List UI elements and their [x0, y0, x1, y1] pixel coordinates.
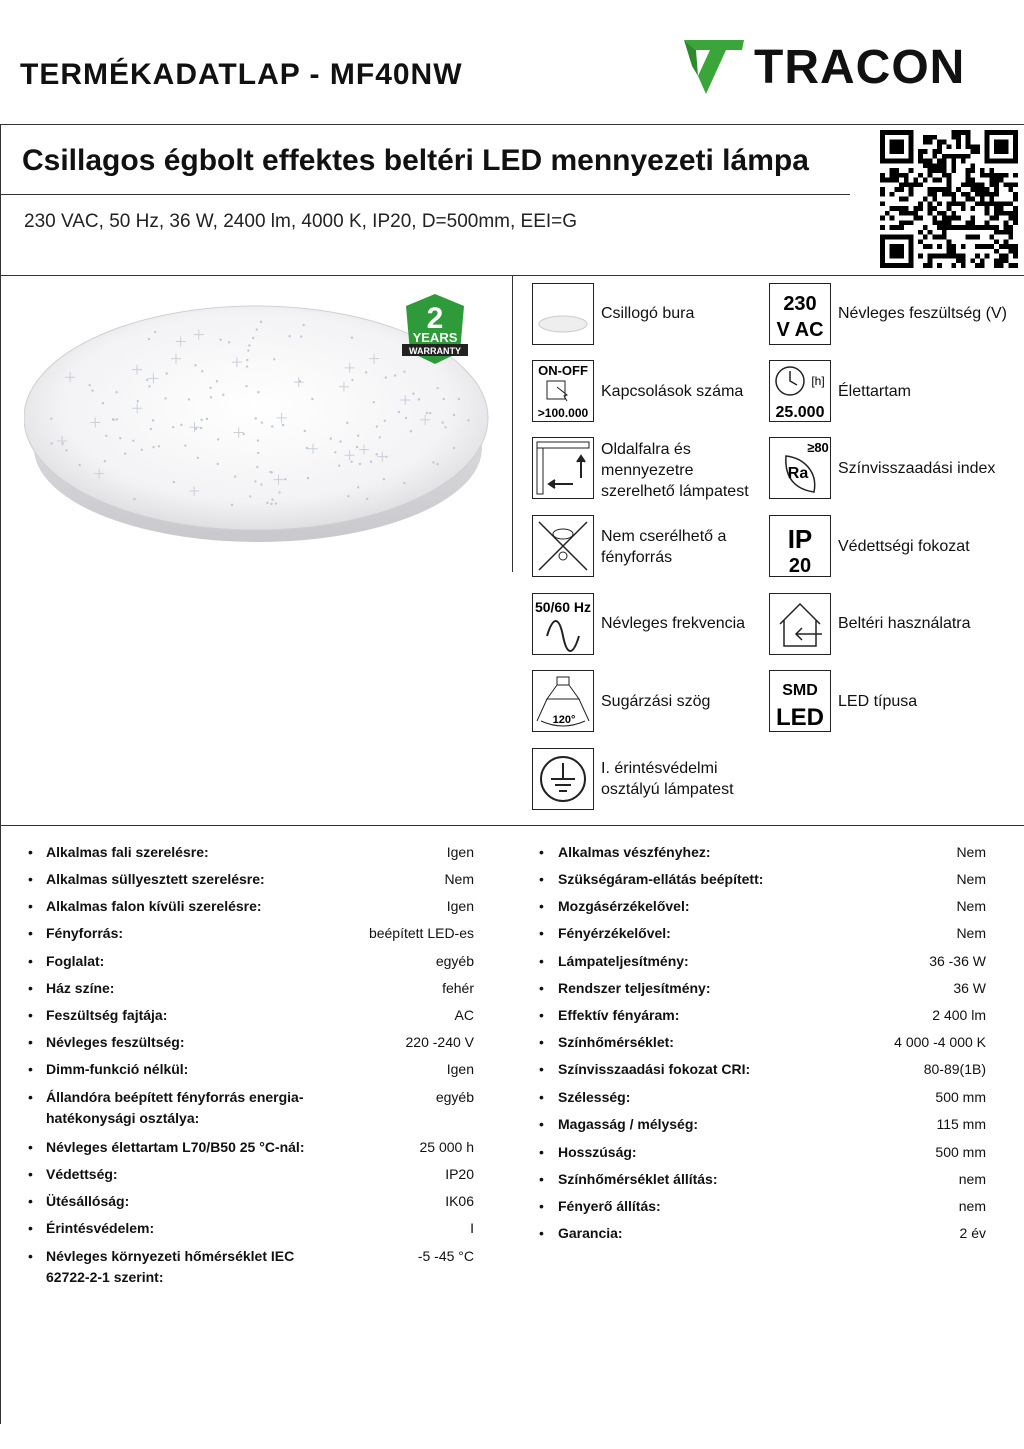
spec-label: Fényforrás:: [46, 925, 124, 941]
bullet: •: [28, 953, 33, 969]
spec-label: Fényerő állítás:: [558, 1198, 661, 1214]
spec-label: Alkalmas falon kívüli szerelésre:: [46, 898, 262, 914]
spec-label: Színhőmérséklet:: [558, 1034, 674, 1050]
svg-text:SMD: SMD: [782, 682, 818, 699]
bullet: •: [539, 871, 544, 887]
spec-value: Nem: [444, 871, 474, 887]
spec-value: Igen: [446, 1061, 474, 1077]
spec-label: Névleges környezeti hőmérséklet IEC 62722-2-1 szerint:: [46, 1248, 295, 1285]
spec-label: Szükségáram-ellátás beépített:: [558, 871, 764, 887]
wall-ceiling-mount-label: Oldalfalra és mennyezetre szerelhető lámpatest: [601, 441, 749, 500]
spec-value: 25 000 h: [419, 1139, 474, 1155]
spec-value: AC: [454, 1007, 474, 1023]
switch-cycles-label: Kapcsolások száma: [601, 383, 744, 400]
frequency-sine-icon: [532, 593, 594, 655]
bullet: •: [539, 898, 544, 914]
spec-value: egyéb: [435, 953, 474, 969]
spec-label: Alkalmas vészfényhez:: [558, 844, 711, 860]
spec-value: Igen: [446, 898, 474, 914]
spec-label: Állandóra beépített fényforrás energia- hatékonysági osztálya:: [46, 1089, 304, 1126]
bullet: •: [539, 1171, 544, 1187]
spec-label: Feszültség fajtája:: [46, 1007, 168, 1023]
beam-angle-label: Sugárzási szög: [601, 693, 711, 710]
spec-value: 115 mm: [936, 1116, 986, 1132]
glowing-dome-label: Csillogó bura: [601, 305, 695, 322]
image-column-divider: [512, 275, 513, 572]
spec-label: Színvisszaadási fokozat CRI:: [558, 1061, 751, 1077]
spec-value: I: [470, 1220, 474, 1236]
spec-label: Színhőmérséklet állítás:: [558, 1171, 718, 1187]
beam-angle-icon: [532, 670, 594, 732]
glowing-dome-icon: [532, 283, 594, 345]
bullet: •: [28, 1007, 33, 1023]
spec-value: Nem: [956, 898, 986, 914]
svg-text:≥80: ≥80: [807, 440, 829, 455]
spec-value: 80-89(1B): [923, 1061, 986, 1077]
frequency-label: Névleges frekvencia: [601, 615, 746, 632]
bullet: •: [28, 1034, 33, 1050]
warranty-number: 2: [426, 302, 444, 335]
tracon-logo: [682, 36, 1012, 98]
bullet: •: [28, 1089, 33, 1105]
bullet: •: [539, 1061, 544, 1077]
bullet: •: [539, 1198, 544, 1214]
spec-value: 36 -36 W: [929, 953, 986, 969]
spec-label: Rendszer teljesítmény:: [558, 980, 711, 996]
bullet: •: [539, 1007, 544, 1023]
spec-value: IP20: [445, 1166, 474, 1182]
bullet: •: [539, 1089, 544, 1105]
smd-led-icon: [769, 670, 831, 732]
spec-value: 2 400 lm: [932, 1007, 986, 1023]
spec-label: Érintésvédelem:: [46, 1220, 155, 1236]
spec-label: Foglalat:: [46, 953, 105, 969]
warranty-badge: [402, 292, 468, 366]
color-rendering-icon: [769, 437, 831, 499]
document-title: TERMÉKADATLAP - MF40NW: [20, 58, 463, 91]
spec-value: IK06: [445, 1193, 474, 1209]
specs-divider: [0, 825, 1024, 826]
spec-value: nem: [958, 1171, 986, 1187]
spec-label: Garancia:: [558, 1225, 623, 1241]
led-type-label: LED típusa: [838, 693, 918, 710]
svg-text:Ra: Ra: [787, 465, 809, 482]
spec-value: Igen: [446, 844, 474, 860]
spec-label: Védettség:: [46, 1166, 118, 1182]
bullet: •: [539, 980, 544, 996]
indoor-use-label: Beltéri használatra: [838, 615, 971, 632]
protective-earth-icon: [532, 748, 594, 810]
spec-value: 500 mm: [935, 1144, 986, 1160]
bullet: •: [28, 898, 33, 914]
bullet: •: [28, 871, 33, 887]
bullet: •: [28, 925, 33, 941]
bullet: •: [28, 844, 33, 860]
voltage-label: Névleges feszültség (V): [838, 305, 1007, 322]
non-replaceable-light-source-label: Nem cserélhető a fényforrás: [601, 528, 727, 566]
spec-value: nem: [958, 1198, 986, 1214]
bullet: •: [28, 980, 33, 996]
spec-label: Névleges feszültség:: [46, 1034, 185, 1050]
warranty-years: YEARS: [412, 330, 458, 345]
spec-label: Alkalmas fali szerelésre:: [46, 844, 209, 860]
spec-label: Mozgásérzékelővel:: [558, 898, 690, 914]
spec-value: fehér: [442, 980, 474, 996]
bullet: •: [539, 844, 544, 860]
svg-text:V AC: V AC: [776, 319, 824, 341]
warranty-text: WARRANTY: [409, 346, 461, 356]
spec-value: Nem: [956, 925, 986, 941]
non-replaceable-light-source-icon: [532, 515, 594, 577]
spec-value: -5 -45 °C: [417, 1248, 474, 1264]
protective-earth-label: I. érintésvédelmi osztályú lámpatest: [601, 760, 734, 798]
bullet: •: [539, 1116, 544, 1132]
switch-cycles-icon: [532, 360, 594, 422]
bullet: •: [539, 953, 544, 969]
bullet: •: [28, 1166, 33, 1182]
spec-value: 4 000 -4 000 K: [894, 1034, 986, 1050]
bullet: •: [539, 1225, 544, 1241]
spec-label: Magasság / mélység:: [558, 1116, 699, 1132]
spec-value: 220 -240 V: [405, 1034, 474, 1050]
lifetime-clock-icon: [769, 360, 831, 422]
brand-name: TRACON: [754, 41, 966, 94]
title-divider: [0, 194, 850, 195]
bullet: •: [28, 1139, 33, 1155]
product-subtitle: 230 VAC, 50 Hz, 36 W, 2400 lm, 4000 K, IP20, D=500mm, EEI=G: [24, 211, 578, 232]
bullet: •: [28, 1061, 33, 1077]
svg-text:>100.000: >100.000: [537, 406, 589, 420]
bullet: •: [28, 1193, 33, 1209]
svg-text:25.000: 25.000: [775, 404, 825, 421]
color-rendering-label: Színvisszaadási index: [838, 460, 996, 477]
svg-text:120°: 120°: [552, 714, 576, 726]
voltage-icon: [769, 283, 831, 345]
qr-code: [880, 130, 1018, 268]
lifetime-label: Élettartam: [838, 383, 911, 400]
svg-text:230: 230: [783, 293, 817, 315]
svg-text:LED: LED: [776, 704, 824, 731]
spec-label: Dimm-funkció nélkül:: [46, 1061, 189, 1077]
spec-label: Szélesség:: [558, 1089, 631, 1105]
ip-rating-label: Védettségi fokozat: [838, 538, 970, 555]
bullet: •: [539, 1144, 544, 1160]
bullet: •: [28, 1220, 33, 1236]
spec-label: Hosszúság:: [558, 1144, 637, 1160]
spec-value: egyéb: [435, 1089, 474, 1105]
ip-rating-icon: [769, 515, 831, 577]
spec-value: Nem: [956, 871, 986, 887]
spec-label: Lámpateljesítmény:: [558, 953, 689, 969]
spec-value: Nem: [956, 844, 986, 860]
spec-label: Fényérzékelővel:: [558, 925, 671, 941]
spec-label: Névleges élettartam L70/B50 25 °C-nál:: [46, 1139, 305, 1155]
spec-value: 36 W: [953, 980, 986, 996]
header-divider: [0, 124, 1024, 125]
spec-value: beépített LED-es: [368, 925, 474, 941]
svg-text:[h]: [h]: [811, 374, 825, 388]
spec-label: Ütésállóság:: [46, 1193, 130, 1209]
wall-ceiling-mount-icon: [532, 437, 594, 499]
svg-text:IP: IP: [787, 524, 813, 554]
svg-text:ON-OFF: ON-OFF: [538, 363, 588, 378]
product-title: Csillagos égbolt effektes beltéri LED mennyezeti lámpa: [22, 144, 809, 177]
tracon-logo-mark-icon: [682, 36, 752, 98]
bullet: •: [539, 925, 544, 941]
spec-label: Alkalmas süllyesztett szerelésre:: [46, 871, 265, 887]
indoor-use-house-icon: [769, 593, 831, 655]
spec-label: Effektív fényáram:: [558, 1007, 680, 1023]
spec-value: 2 év: [959, 1225, 986, 1241]
svg-text:50/60 Hz: 50/60 Hz: [534, 599, 592, 615]
spec-value: 500 mm: [935, 1089, 986, 1105]
bullet: •: [28, 1248, 33, 1264]
svg-text:20: 20: [788, 555, 812, 576]
spec-label: Ház színe:: [46, 980, 115, 996]
left-border: [0, 124, 1, 1424]
bullet: •: [539, 1034, 544, 1050]
